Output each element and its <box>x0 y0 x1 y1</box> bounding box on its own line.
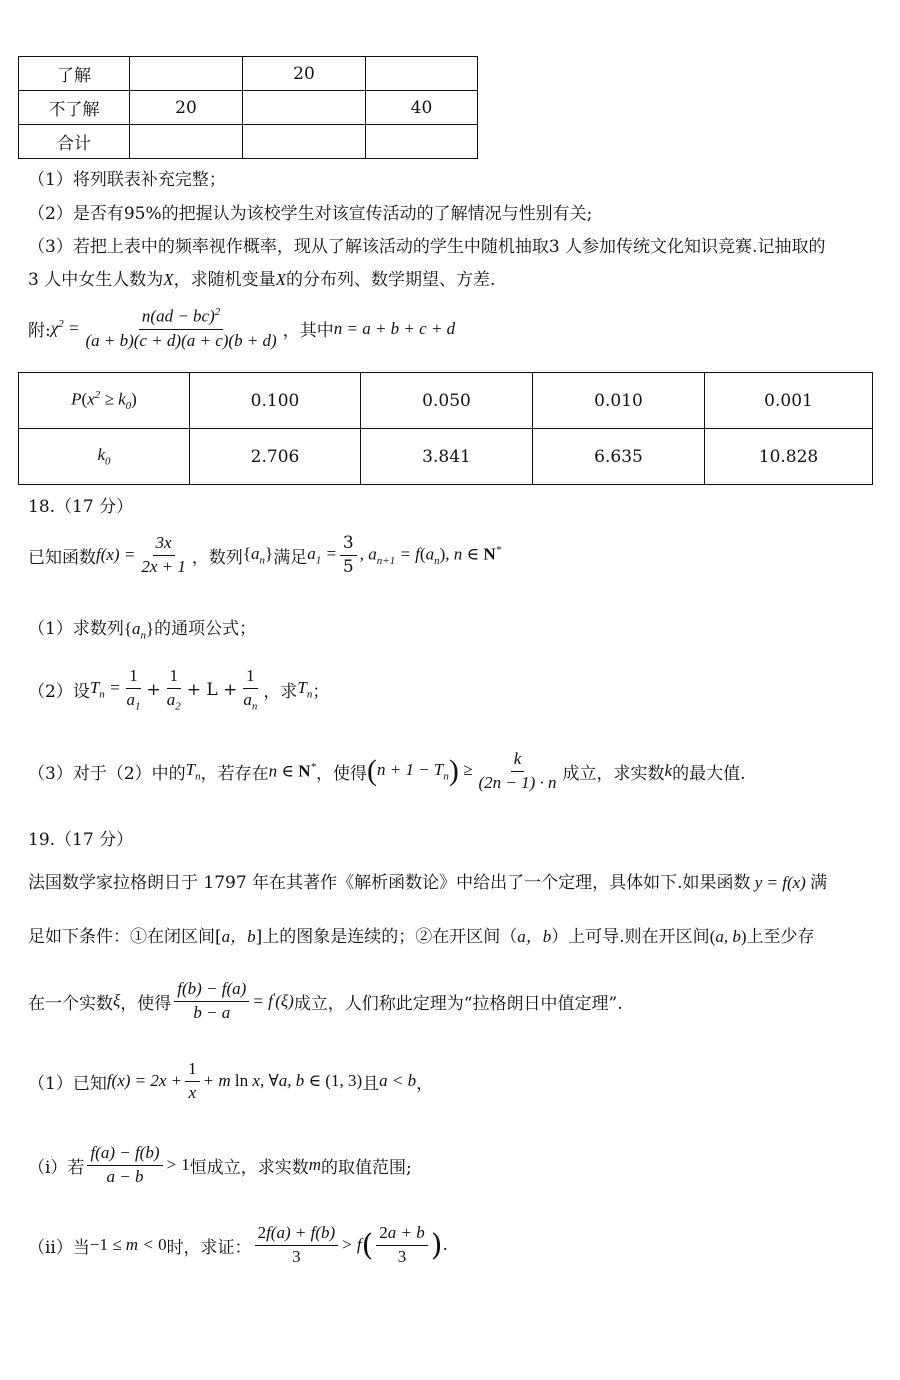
paren-right: ) <box>430 1227 443 1263</box>
math-a1: $a_1$ = <box>307 544 337 567</box>
q19-text: 足如下条件：①在闭区间[ <box>28 927 222 947</box>
q17-part3-text: 的分布列、数学期望、方差. <box>286 270 496 290</box>
math-condition: + m ln x, ∀a, b ∈ (1, 3) <box>202 1071 363 1091</box>
q18-text: 的通项公式； <box>154 619 257 639</box>
q19-header: 19.（17 分） <box>28 830 134 850</box>
table-cell: 0.001 <box>705 373 873 429</box>
q18-text: ，使得 <box>315 763 367 784</box>
q17-part3-text: 3 人中女生人数为 <box>28 270 164 290</box>
q18-header: 18.（17 分） <box>28 497 134 517</box>
fraction: $\frac{2f(a) + f(b)}{3}$ <box>255 1222 339 1269</box>
q18-text: 满足 <box>273 547 308 568</box>
table-row <box>19 91 478 125</box>
q19-text: （i）若 <box>28 1157 85 1178</box>
q18-text: 的最大值. <box>672 763 746 784</box>
math-sequence: $\{a_n\}$ <box>123 619 155 642</box>
table-row <box>19 57 478 91</box>
q18-intro <box>28 532 501 579</box>
table-cell: 0.100 <box>190 373 361 429</box>
table-cell: 40 <box>366 91 478 125</box>
q19-text: ，使得 <box>120 993 172 1014</box>
table-cell: 合计 <box>19 125 130 159</box>
q19-text: 上至少存 <box>746 927 815 947</box>
q18-text: ，若存在 <box>200 763 269 784</box>
math-x: X <box>275 270 287 289</box>
math-recurrence: , $a_{n+1} = f(a_n)$, n ∈ N* <box>359 543 502 567</box>
q17-part3-line2 <box>28 265 495 290</box>
math-tn: $T_n$ = <box>89 678 121 701</box>
math-tn: $T_n$ <box>297 678 313 701</box>
table-header-p: $P(x^2 \ge k_0)$ <box>19 373 190 429</box>
math-gt: > f <box>341 1235 362 1255</box>
math-ab: a，b <box>221 927 256 946</box>
fraction: $\frac{1}{a_2}$ <box>166 666 181 713</box>
q19-text: 满 <box>810 873 828 893</box>
q18-text: ，求 <box>263 682 298 703</box>
q19-line2 <box>28 922 815 947</box>
critical-value-table <box>18 372 873 485</box>
table-cell <box>366 125 478 159</box>
q18-text: 成立，求实数 <box>562 763 665 784</box>
q19-line1 <box>28 868 827 893</box>
table-cell <box>243 91 366 125</box>
chi-fraction <box>82 305 279 353</box>
math-derivative: = f′(ξ) <box>252 991 294 1011</box>
q17-part3-line1: （3）若把上表中的频率视作概率，现从了解该活动的学生中随机抽取3 人参加传统文化知识竞赛.记抽取的 <box>28 237 826 257</box>
paren-left: ( <box>361 1227 374 1263</box>
q19-text: 时，求证： <box>166 1237 252 1258</box>
appendix-label: 附: <box>28 321 51 342</box>
math-tn: $T_n$ <box>185 760 201 783</box>
math-n-in-n: n ∈ N* <box>268 761 316 781</box>
q18-part2: （2）设 $T_n$ = $\frac{1}{a_1}$ + $\frac{1}{a_2}$ + L + $\frac{1}{a_n}$ ，求 $T_n$ ； <box>28 666 330 713</box>
math-gt-1: > 1 <box>165 1155 190 1175</box>
fraction: $\frac{f(b) - f(a)}{b - a}$ <box>174 978 249 1025</box>
fraction: $\frac{3}{5}$ <box>340 532 357 579</box>
q19-text: ， <box>416 1073 434 1094</box>
q19-text: ）上可导.则在开区间 <box>551 927 710 947</box>
q18-text: （1）求数列 <box>28 619 124 639</box>
q19-text: ]上的图象是连续的；②在开区间（ <box>255 927 518 947</box>
math-m-range: −1 ≤ m < 0 <box>89 1235 167 1255</box>
math-x: X <box>163 270 174 289</box>
q17-part2: （2）是否有95%的把握认为该校学生对该宣传活动的了解情况与性别有关; <box>28 204 593 224</box>
q19-text: （ii）当 <box>28 1237 90 1258</box>
q19-text: 的取值范围; <box>321 1157 412 1178</box>
table-cell: 10.828 <box>705 429 873 485</box>
q19-text: 恒成立，求实数 <box>189 1157 309 1178</box>
q18-text: ，数列 <box>191 547 243 568</box>
math-k: k <box>664 761 673 781</box>
fraction: $\frac{1}{a_1}$ <box>126 666 141 713</box>
math-chi: $\chi^2$ = <box>50 318 80 339</box>
q18-part3 <box>28 748 745 795</box>
fraction: $\frac{k}{(2n - 1) \cdot n}$ <box>478 749 557 792</box>
q19-line3 <box>28 978 623 1025</box>
q19-text: . <box>442 1235 448 1256</box>
q18-text: ； <box>312 682 330 703</box>
table-cell: 3.841 <box>361 429 533 485</box>
q17-part3-text: ，求随机变量 <box>173 270 276 290</box>
math-m: m <box>308 1155 322 1175</box>
table-row <box>19 429 873 485</box>
math-fx: f(x) = 2x + <box>106 1071 183 1091</box>
table-cell: 6.635 <box>533 429 705 485</box>
table-cell: 0.050 <box>361 373 533 429</box>
table-cell: 20 <box>130 91 243 125</box>
q17-part1: （1）将列联表补充完整； <box>28 170 226 190</box>
q19-part1-ii <box>28 1222 448 1269</box>
table-cell <box>243 125 366 159</box>
chi-numerator: n(ad − bc)$^2$ <box>139 305 223 330</box>
q19-text: 在一个实数 <box>28 993 113 1014</box>
table-cell: 了解 <box>19 57 130 91</box>
table-cell: 0.010 <box>533 373 705 429</box>
table-header-k: $k_0$ <box>19 429 190 485</box>
q19-text: 法国数学家拉格朗日于 1797 年在其著作《解析函数论》中给出了一个定理，具体如下.如果函数 <box>28 873 751 893</box>
math-yfx: y = f(x) <box>750 873 811 892</box>
fraction: $\frac{3x}{2x + 1}$ <box>141 533 186 576</box>
table-cell: 20 <box>243 57 366 91</box>
math-xi: ξ <box>113 991 121 1011</box>
table-cell: 不了解 <box>19 91 130 125</box>
table-cell <box>366 57 478 91</box>
q19-part1 <box>28 1058 433 1105</box>
fraction: $\frac{1}{x}$ <box>185 1058 200 1105</box>
q19-text: （1）已知 <box>28 1073 107 1094</box>
q18-text: （2）设 <box>28 682 90 703</box>
fraction: $\frac{f(a) - f(b)}{a - b}$ <box>87 1142 162 1189</box>
chi-square-formula <box>28 305 455 353</box>
math-interval: (a, b) <box>709 927 747 946</box>
q18-text: （3）对于（2）中的 <box>28 763 186 784</box>
fraction: $\frac{2a + b}{3}$ <box>376 1222 427 1269</box>
appendix-where: ，其中 <box>282 321 334 342</box>
fraction: $\frac{1}{a_n}$ <box>243 666 258 713</box>
math-inequality: $(n + 1 - T_n)$ ≥ <box>366 754 473 788</box>
table-row <box>19 125 478 159</box>
q19-part1-i <box>28 1142 412 1189</box>
contingency-table <box>18 56 478 159</box>
math-a-lt-b: a < b <box>379 1071 417 1091</box>
table-cell: 2.706 <box>190 429 361 485</box>
table-row <box>19 373 873 429</box>
math-ab: a，b <box>517 927 552 946</box>
table-cell <box>130 125 243 159</box>
math-sequence: $\{a_n\}$ <box>242 544 274 567</box>
q19-text: 成立，人们称此定理为“拉格朗日中值定理”. <box>293 993 623 1014</box>
math-n-sum: n = a + b + c + d <box>333 318 456 338</box>
q19-text: 且 <box>362 1073 380 1094</box>
q18-text: 已知函数 <box>28 547 96 568</box>
math-fx: f(x) = <box>96 545 136 565</box>
table-cell <box>130 57 243 91</box>
chi-denominator: (a + b)(c + d)(a + c)(b + d) <box>85 330 277 350</box>
q18-part1 <box>28 614 256 641</box>
